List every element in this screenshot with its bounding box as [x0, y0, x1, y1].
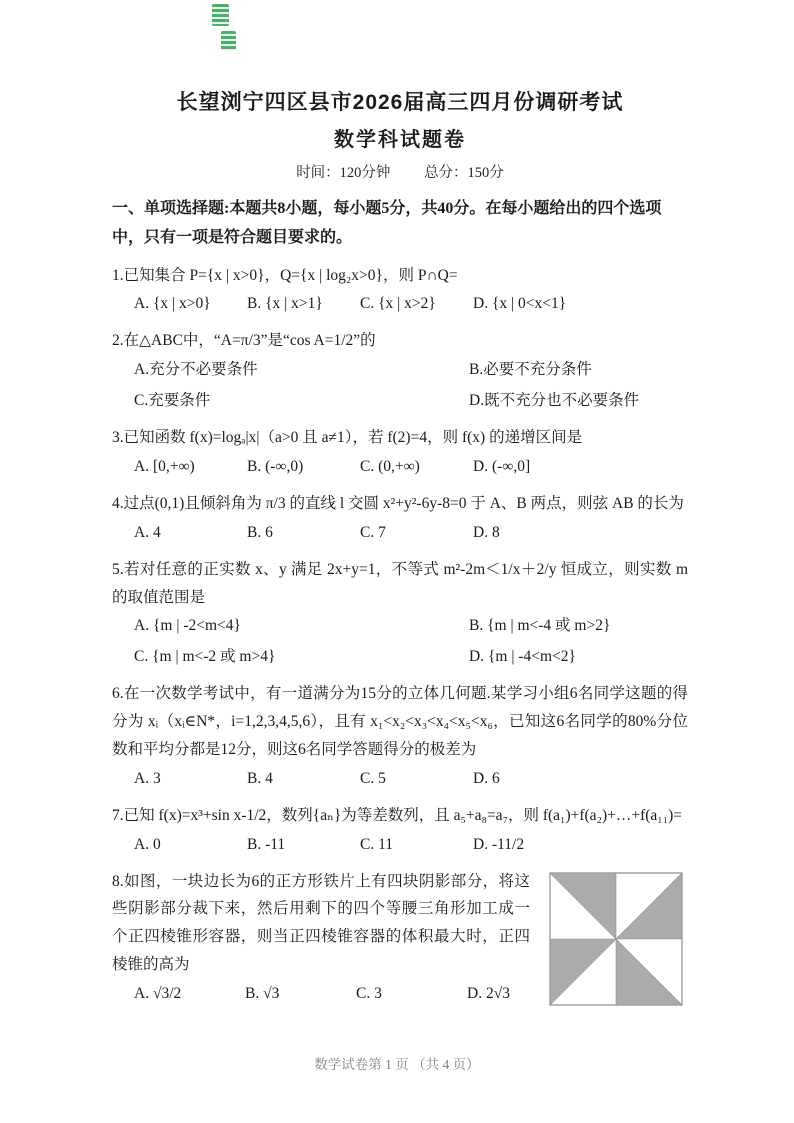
question-6-option-b: B. 4 [247, 769, 273, 787]
question-7-options [112, 831, 688, 859]
question-2-options [112, 356, 688, 415]
question-5-option-b: B. {m | m<-4 或 m>2} [469, 617, 611, 635]
question-4-stem: 4.过点(0,1)且倾斜角为 π/3 的直线 l 交圆 x²+y²-6y-8=0 于 A、B 两点，则弦 AB 的长为 [112, 494, 684, 512]
question-3-option-a: A. [0,+∞) [134, 457, 195, 475]
question-3-stem: 3.已知函数 f(x)=logₐ|x|（a>0 且 a≠1），若 f(2)=4，则 f(x) 的递增区间是 [112, 429, 583, 447]
exam-title: 长望浏宁四区县市2026届高三四月份调研考试 [176, 91, 624, 114]
question-6-option-c: C. 5 [360, 769, 386, 787]
question-1-option-d: D. {x | 0<x<1} [473, 295, 567, 313]
question-8-option-a: A. √3/2 [134, 985, 182, 1003]
page-footer: 数学试卷第 1 页 （共 4 页） [314, 1057, 480, 1072]
question-4 [112, 490, 688, 547]
question-2-option-b: B.必要不充分条件 [469, 361, 592, 379]
question-3 [112, 424, 688, 481]
question-7-stem: 7.已知 f(x)=x³+sin x-1/2，数列{aₙ}为等差数列，且 a₅+a₈=a₇，则 f(a₁)+f(a₂)+…+f(a₁₁)= [112, 806, 683, 824]
question-1-stem: 1.已知集合 P={x | x>0}，Q={x | log₂x>0}，则 P∩Q= [112, 266, 458, 284]
green-stamp-mark [221, 31, 236, 51]
green-stamp-mark [212, 4, 229, 26]
question-5-stem: 5.若对任意的正实数 x、y 满足 2x+y=1，不等式 m²-2m＜1/x＋2/y 恒成立，则实数 m 的取值范围是 [112, 560, 688, 606]
question-1-option-b: B. {x | x>1} [247, 295, 323, 313]
question-2 [112, 327, 688, 415]
exam-info [112, 161, 688, 182]
question-6-options [112, 765, 688, 793]
question-7-option-b: B. -11 [247, 835, 286, 853]
question-8-options [112, 980, 530, 1008]
question-3-option-d: D. (-∞,0] [473, 457, 531, 475]
question-6-stem: 6.在一次数学考试中，有一道满分为15分的立体几何题.某学习小组6名同学这题的得分为 xᵢ（xᵢ∈N*，i=1,2,3,4,5,6），且有 x₁<x₂<x₃<x₄<x₅<x₆，已知这6名同学的80%分位数和平均分都是12分，则这6名同学答题得分的极差为 [112, 685, 688, 758]
question-1-option-c: C. {x | x>2} [360, 295, 436, 313]
question-3-option-b: B. (-∞,0) [247, 457, 304, 475]
question-4-options [112, 519, 688, 547]
question-5-option-a: A. {m | -2<m<4} [134, 617, 241, 635]
question-1 [112, 262, 688, 319]
question-1-option-a: A. {x | x>0} [134, 295, 211, 313]
question-7 [112, 802, 688, 859]
question-8-stem: 8.如图，一块边长为6的正方形铁片上有四块阴影部分，将这些阴影部分裁下来，然后用剩下的四个等腰三角形加工成一个正四棱锥形容器，则当正四棱锥容器的体积最大时，正四棱锥的高为 [112, 872, 530, 974]
question-8-option-c: C. 3 [356, 985, 382, 1003]
question-5-option-c: C. {m | m<-2 或 m>4} [134, 648, 276, 666]
exam-time: 时间：120分钟 [296, 165, 391, 181]
question-5-options [112, 612, 688, 671]
question-1-options [112, 290, 688, 318]
question-7-option-d: D. -11/2 [473, 835, 525, 853]
question-2-stem: 2.在△ABC中，“A=π/3”是“cos A=1/2”的 [112, 332, 376, 350]
paper-title: 数学科试题卷 [334, 129, 466, 151]
question-4-option-b: B. 6 [247, 523, 273, 541]
question-6-option-d: D. 6 [473, 769, 500, 787]
question-8-option-b: B. √3 [245, 985, 280, 1003]
question-7-option-c: C. 11 [360, 835, 394, 853]
question-4-option-d: D. 8 [473, 523, 500, 541]
question-5-option-d: D. {m | -4<m<2} [469, 648, 576, 666]
exam-total-score: 总分：150分 [424, 165, 504, 181]
question-8-figure [544, 872, 688, 1007]
question-2-option-a: A.充分不必要条件 [134, 361, 258, 379]
question-2-option-d: D.既不充分也不必要条件 [469, 392, 640, 410]
question-6-option-a: A. 3 [134, 769, 161, 787]
question-2-option-c: C.充要条件 [134, 392, 211, 410]
question-8 [112, 868, 688, 1008]
question-8-option-d: D. 2√3 [467, 985, 510, 1003]
question-4-option-c: C. 7 [360, 523, 386, 541]
question-6 [112, 680, 688, 793]
question-4-option-a: A. 4 [134, 523, 161, 541]
question-3-option-c: C. (0,+∞) [360, 457, 420, 475]
question-3-options [112, 453, 688, 481]
question-7-option-a: A. 0 [134, 835, 161, 853]
section-one-intro: 一、单项选择题:本题共8小题，每小题5分，共40分。在每小题给出的四个选项中，只有一项是符合题目要求的。 [112, 200, 662, 246]
question-5 [112, 556, 688, 672]
